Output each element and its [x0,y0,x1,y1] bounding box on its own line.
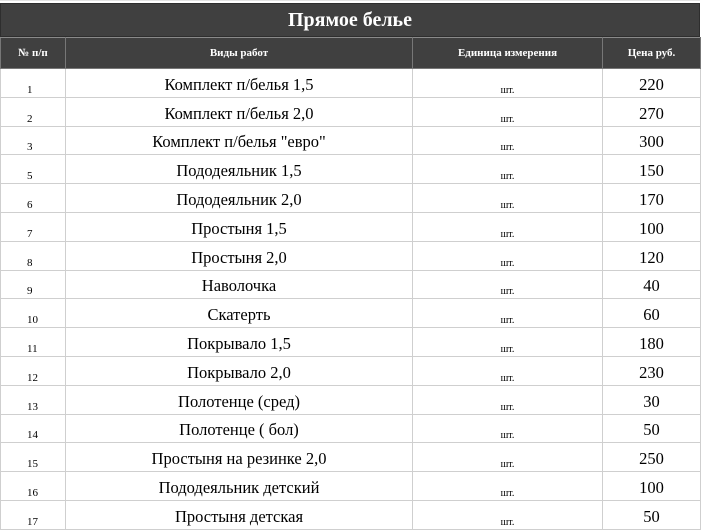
cell-work[interactable]: Комплект п/белья 2,0 [66,97,413,126]
grid-line [0,0,700,1]
cell-number[interactable]: 6 [1,184,66,213]
cell-unit[interactable]: шт. [413,328,603,357]
cell-unit[interactable]: шт. [413,500,603,529]
sheet-title[interactable]: Прямое белье [0,3,700,37]
table-row [1,443,701,472]
table-row [1,69,701,98]
cell-number[interactable]: 14 [1,414,66,443]
cell-work[interactable]: Полотенце (сред) [66,385,413,414]
cell-number[interactable]: 17 [1,500,66,529]
cell-price[interactable]: 40 [603,270,701,299]
cell-number[interactable]: 15 [1,443,66,472]
table-row [1,299,701,328]
table-row [1,155,701,184]
cell-number[interactable]: 13 [1,385,66,414]
column-header-number[interactable]: № п/п [1,38,66,69]
cell-unit[interactable]: шт. [413,212,603,241]
cell-work[interactable]: Пододеяльник детский [66,472,413,501]
table-row [1,414,701,443]
cell-work[interactable]: Наволочка [66,270,413,299]
cell-price[interactable]: 300 [603,126,701,155]
table-row [1,126,701,155]
cell-price[interactable]: 180 [603,328,701,357]
cell-number[interactable]: 3 [1,126,66,155]
cell-unit[interactable]: шт. [413,97,603,126]
column-header-price[interactable]: Цена руб. [603,38,701,69]
cell-unit[interactable]: шт. [413,155,603,184]
cell-price[interactable]: 270 [603,97,701,126]
cell-work[interactable]: Скатерть [66,299,413,328]
cell-work[interactable]: Комплект п/белья "евро" [66,126,413,155]
cell-unit[interactable]: шт. [413,472,603,501]
cell-number[interactable]: 11 [1,328,66,357]
table-row [1,356,701,385]
cell-price[interactable]: 230 [603,356,701,385]
table-row [1,241,701,270]
cell-work[interactable]: Комплект п/белья 1,5 [66,69,413,98]
cell-number[interactable]: 9 [1,270,66,299]
cell-number[interactable]: 7 [1,212,66,241]
cell-price[interactable]: 100 [603,472,701,501]
cell-unit[interactable]: шт. [413,385,603,414]
cell-number[interactable]: 10 [1,299,66,328]
cell-work[interactable]: Простыня на резинке 2,0 [66,443,413,472]
table-row [1,472,701,501]
header-row [1,38,701,69]
cell-price[interactable]: 150 [603,155,701,184]
cell-unit[interactable]: шт. [413,270,603,299]
cell-work[interactable]: Простыня детская [66,500,413,529]
cell-number[interactable]: 1 [1,69,66,98]
table-row [1,184,701,213]
cell-unit[interactable]: шт. [413,356,603,385]
table-row [1,328,701,357]
cell-price[interactable]: 250 [603,443,701,472]
cell-number[interactable]: 12 [1,356,66,385]
cell-unit[interactable]: шт. [413,414,603,443]
cell-price[interactable]: 220 [603,69,701,98]
cell-work[interactable]: Простыня 1,5 [66,212,413,241]
cell-unit[interactable]: шт. [413,443,603,472]
cell-work[interactable]: Пододеяльник 1,5 [66,155,413,184]
cell-price[interactable]: 120 [603,241,701,270]
cell-work[interactable]: Полотенце ( бол) [66,414,413,443]
table-row [1,270,701,299]
cell-number[interactable]: 5 [1,155,66,184]
cell-price[interactable]: 60 [603,299,701,328]
cell-work[interactable]: Простыня 2,0 [66,241,413,270]
cell-work[interactable]: Покрывало 1,5 [66,328,413,357]
price-table [0,37,701,530]
cell-number[interactable]: 8 [1,241,66,270]
cell-price[interactable]: 100 [603,212,701,241]
column-header-unit[interactable]: Единица измерения [413,38,603,69]
cell-number[interactable]: 16 [1,472,66,501]
cell-unit[interactable]: шт. [413,184,603,213]
cell-unit[interactable]: шт. [413,299,603,328]
table-row [1,385,701,414]
table-row [1,500,701,529]
cell-work[interactable]: Покрывало 2,0 [66,356,413,385]
cell-price[interactable]: 50 [603,414,701,443]
table-row [1,212,701,241]
cell-unit[interactable]: шт. [413,69,603,98]
cell-price[interactable]: 30 [603,385,701,414]
cell-work[interactable]: Пододеяльник 2,0 [66,184,413,213]
cell-unit[interactable]: шт. [413,241,603,270]
cell-price[interactable]: 50 [603,500,701,529]
cell-price[interactable]: 170 [603,184,701,213]
cell-number[interactable]: 2 [1,97,66,126]
table-row [1,97,701,126]
cell-unit[interactable]: шт. [413,126,603,155]
column-header-work[interactable]: Виды работ [66,38,413,69]
